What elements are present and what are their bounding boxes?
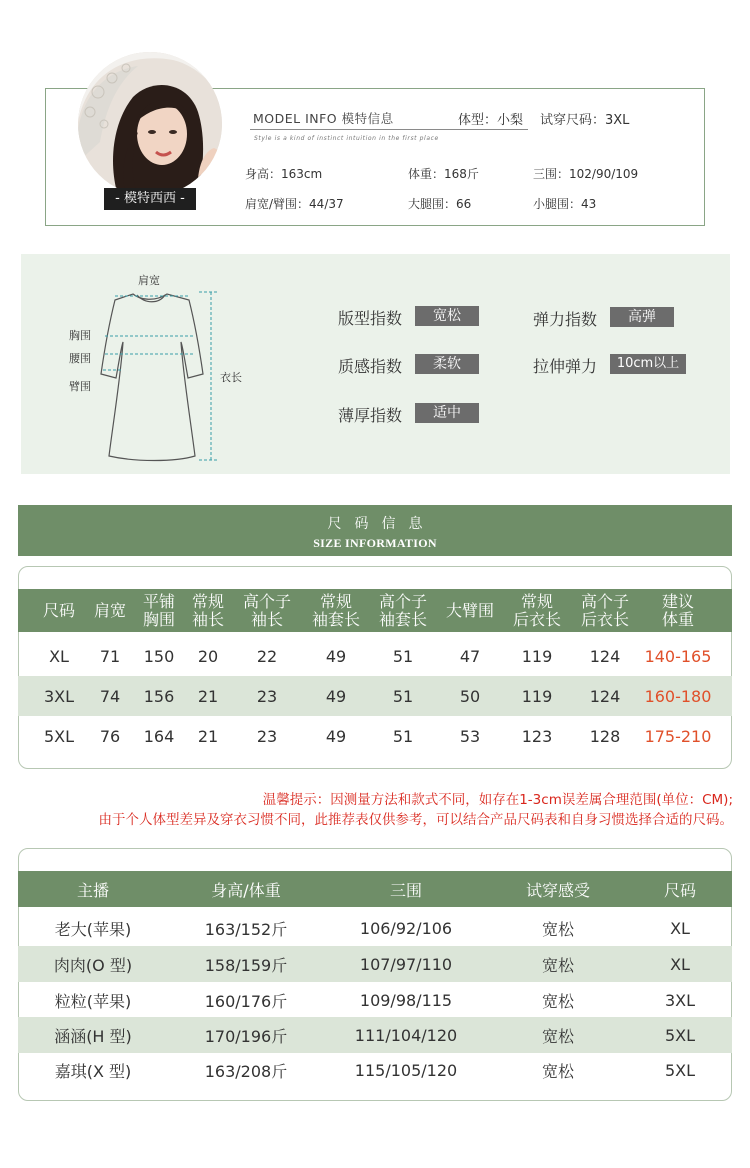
fabric-fit-label: 版型指数 — [338, 309, 403, 328]
try-cell: 涵涵(H 型) — [54, 1026, 132, 1046]
try-header-cell: 三围 — [389, 880, 422, 900]
banner-title-cn: 尺码信息 — [327, 516, 436, 532]
recommended-weight-cell: 160-180 — [644, 686, 712, 706]
size-cell: 150 — [143, 646, 175, 666]
size-header-cell: 尺码 — [42, 600, 75, 620]
recommended-weight-cell: 175-210 — [644, 726, 712, 746]
fabric-stretch-label: 拉伸弹力 — [533, 357, 598, 376]
size-cell: 71 — [99, 646, 121, 666]
label-waist: 腰围 — [69, 352, 91, 365]
size-cell: 21 — [197, 686, 219, 706]
try-cell: 宽松 — [541, 955, 574, 975]
try-cell: 粒粒(苹果) — [54, 991, 132, 1011]
model-measurements: 三围：102/90/109 — [533, 167, 639, 181]
try-cell: XL — [670, 918, 690, 938]
label-arm: 臂围 — [69, 380, 91, 393]
size-header-cell: 常规 袖长 — [191, 591, 224, 629]
model-height: 身高：163cm — [245, 167, 323, 181]
try-cell: 宽松 — [541, 919, 574, 939]
recommended-weight-cell: 140-165 — [644, 646, 712, 666]
label-shoulder: 肩宽 — [138, 274, 160, 287]
size-cell: 128 — [589, 726, 621, 746]
size-cell: 124 — [589, 646, 621, 666]
try-cell: 5XL — [664, 1060, 696, 1080]
size-cell: 49 — [325, 726, 347, 746]
size-cell: 164 — [143, 726, 175, 746]
try-cell: 宽松 — [541, 1061, 574, 1081]
size-cell: 124 — [589, 686, 621, 706]
notice-line-2: 由于个人体型差异及穿衣习惯不同，此推荐表仅供参考，可以结合产品尺码表和自身习惯选择合适的尺码。 — [98, 812, 733, 828]
size-header-cell: 高个子 袖长 — [242, 591, 291, 629]
try-cell: 107/97/110 — [359, 954, 453, 974]
try-cell: 109/98/115 — [359, 990, 453, 1010]
size-cell: 119 — [521, 646, 553, 666]
try-cell: 163/152斤 — [204, 919, 288, 939]
size-header-cell: 常规 袖套长 — [311, 591, 360, 629]
fabric-texture-tag: 柔软 — [415, 354, 479, 374]
model-name-badge: - 模特西西 - — [104, 188, 196, 210]
size-header-cell: 平铺 胸围 — [142, 591, 175, 629]
size-header-cell: 高个子 袖套长 — [378, 591, 427, 629]
size-info-banner — [18, 505, 732, 556]
model-info-divider — [250, 129, 528, 130]
garment-diagram — [95, 284, 225, 468]
try-header-cell: 尺码 — [663, 880, 696, 900]
size-header-cell: 大臂围 — [445, 600, 494, 620]
notice-line-1: 温馨提示：因测量方法和款式不同，如存在1-3cm误差属合理范围(单位：CM); — [262, 792, 733, 808]
try-cell: 5XL — [664, 1025, 696, 1045]
fabric-thickness-label: 薄厚指数 — [338, 406, 403, 425]
try-cell: XL — [670, 954, 690, 974]
size-cell: 3XL — [43, 686, 75, 706]
try-cell: 宽松 — [541, 1026, 574, 1046]
size-cell: 51 — [392, 726, 414, 746]
size-header-cell: 常规 后衣长 — [512, 591, 561, 629]
fabric-elastic-tag: 高弹 — [610, 307, 674, 327]
model-weight: 体重：168斤 — [408, 167, 479, 181]
model-body-type: 体型：小梨 — [458, 113, 524, 128]
try-cell: 111/104/120 — [354, 1025, 458, 1045]
model-shoulder-arm: 肩宽/臂围：44/37 — [245, 197, 344, 211]
size-cell: 21 — [197, 726, 219, 746]
fabric-thickness-tag: 适中 — [415, 403, 479, 423]
model-info-title: MODEL INFO 模特信息 — [253, 111, 394, 126]
size-cell: 5XL — [43, 726, 75, 746]
model-try-size: 试穿尺码：3XL — [540, 113, 630, 128]
size-cell: 49 — [325, 646, 347, 666]
size-cell: 23 — [256, 726, 278, 746]
size-cell: 51 — [392, 686, 414, 706]
try-header-cell: 主播 — [76, 880, 109, 900]
try-cell: 宽松 — [541, 991, 574, 1011]
label-length: 衣长 — [220, 371, 242, 384]
model-calf: 小腿围：43 — [533, 197, 597, 211]
try-cell: 3XL — [664, 990, 696, 1010]
size-cell: 74 — [99, 686, 121, 706]
try-cell: 115/105/120 — [354, 1060, 458, 1080]
try-cell: 肉肉(O 型) — [53, 955, 133, 975]
model-photo — [78, 52, 222, 196]
size-cell: 119 — [521, 686, 553, 706]
size-cell: 20 — [197, 646, 219, 666]
model-thigh: 大腿围：66 — [408, 197, 472, 211]
size-cell: 51 — [392, 646, 414, 666]
try-cell: 158/159斤 — [204, 955, 288, 975]
try-cell: 160/176斤 — [204, 991, 288, 1011]
size-cell: XL — [49, 646, 69, 666]
banner-title-en: SIZE INFORMATION — [313, 536, 437, 550]
size-cell: 156 — [143, 686, 175, 706]
fabric-stretch-tag: 10cm以上 — [610, 354, 686, 374]
try-cell: 嘉琪(X 型) — [54, 1061, 132, 1081]
fabric-fit-tag: 宽松 — [415, 306, 479, 326]
try-cell: 163/208斤 — [204, 1061, 288, 1081]
size-header-cell: 建议 体重 — [661, 591, 694, 629]
try-cell: 106/92/106 — [359, 918, 453, 938]
label-chest: 胸围 — [69, 329, 91, 342]
size-cell: 76 — [99, 726, 121, 746]
try-header-cell: 试穿感受 — [525, 880, 590, 900]
model-info-tagline: Style is a kind of instinct intuition in the first place — [254, 135, 439, 142]
size-header-cell: 肩宽 — [93, 600, 126, 620]
size-cell: 50 — [459, 686, 481, 706]
size-cell: 49 — [325, 686, 347, 706]
size-header-cell: 高个子 后衣长 — [580, 591, 629, 629]
size-cell: 22 — [256, 646, 278, 666]
size-cell: 47 — [459, 646, 481, 666]
try-header-cell: 身高/体重 — [211, 880, 281, 900]
size-cell: 53 — [459, 726, 481, 746]
fabric-elastic-label: 弹力指数 — [533, 310, 598, 329]
try-cell: 170/196斤 — [204, 1026, 288, 1046]
fabric-texture-label: 质感指数 — [338, 357, 403, 376]
size-cell: 123 — [521, 726, 553, 746]
try-cell: 老大(苹果) — [54, 919, 132, 939]
size-cell: 23 — [256, 686, 278, 706]
